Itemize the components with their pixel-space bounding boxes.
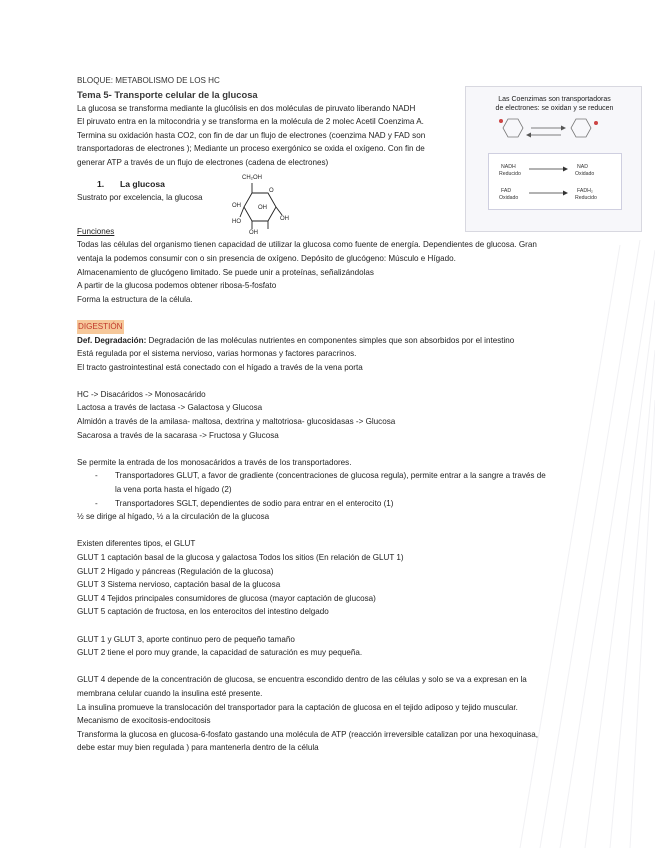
funciones-list: Todas las células del organismo tienen capacidad de utilizar la glucosa como fuente de energía. Dependientes de glucosa. Gran ventaja la podemos consumir con o sin presencia de oxígeno. Depósito de glucógeno: Músculo e Hígado. Almacenamiento de glucógeno limitado. Se puede unir a proteínas, señalizándolas A partir de la glucosa podemos obtener ribosa-5-fosfato Forma la estructura de la célula. bbox=[77, 240, 537, 304]
list-item: - Transportadores GLUT, a favor de gradiente (concentraciones de glucosa regula), permite entrar a la sangre a través de bbox=[95, 471, 546, 481]
transport-section: Se permite la entrada de los monosacáridos a través de los transportadores. - Transportadores GLUT, a favor de gradiente (concentraciones de glucosa regula), permite entrar a la sangre a través de la vena porta hasta el hígado (2) - Transportadores SGLT, dependientes de sodio para entrar en el enterocito (1) ½ se dirige al hígado, ½ a la circulación de la glucosa bbox=[77, 456, 557, 524]
hc-section: HC -> Disacáridos -> Monosacárido Lactosa a través de lactasa -> Galactosa y Glucosa Almidón a través de la amilasa- maltosa, dextrina y maltotriosa- glucosidasas -> Glucosa Sacarosa a través de la sacarasa -> Fructosa y Glucosa bbox=[77, 389, 396, 440]
glucose-molecule: CH₂OH O OH OH HO OH OH bbox=[232, 175, 300, 239]
glucosa-subtitle: Sustrato por excelencia, la glucosa bbox=[77, 193, 203, 203]
block-title: BLOQUE: METABOLISMO DE LOS HC bbox=[77, 76, 220, 85]
digestion-heading-row bbox=[77, 320, 557, 334]
funciones-heading: Funciones bbox=[77, 226, 115, 236]
glut4-section: GLUT 4 depende de la concentración de glucosa, se encuentra escondido dentro de las células y solo se va a expresan en la membrana celular cuando la insulina esté presente. La insulina promueve la translocación del transportador para la captación de glucosa en el tejido adiposo y tejido muscular. Mecanismo de exocitosis-endocitosis Transforma la glucosa en glucosa-6-fosfato gastando una molécula de ATP (reacción irreversible catalizan por una hexoquinasa, debe estar muy bien regulada ) para mantenerla dentro de la célula bbox=[77, 675, 539, 753]
digestion-heading: DIGESTIÓN bbox=[77, 320, 124, 334]
glut13-section: GLUT 1 y GLUT 3, aporte continuo pero de pequeño tamaño GLUT 2 tiene el poro muy grande, la capacidad de saturación es muy pequeña. bbox=[77, 634, 363, 658]
document-body: BLOQUE: METABOLISMO DE LOS HC Tema 5- Transporte celular de la glucosa La glucosa se transforma mediante la glucólisis en dos moléculas de piruvato liberando NADH El piruvato entra en la mitocondria y se transforma en la molécula de 2 molec Acetil Coenzima A. Termina su oxidación hasta CO2, con fin de dar un flujo de electrones (coenzima NAD y FAD son transportadoras de electrones ); Mediante un proceso exergónico se oxida el oxígeno. Con fin de generar ATP a través de un flujo de electrones (cadena de electrones) 1. La glucosa Sustrato por excelencia, la glucosa Funciones Todas las células del organismo tienen capacidad de utilizar la glucosa como fuente de energía. Dependientes de glucosa. Gran ventaja la podemos consumir con o sin presencia de oxígeno. Depósito de glucógeno: Músculo e Hígado. Almacenamiento de glucógeno limitado. Se puede unir a proteínas, señalizándolas A partir de la glucosa podemos obtener ribosa-5-fosfato Forma la estructura de la célula. DIGESTIÓN Def. Degradación: Degradación de las moléculas nutrientes en componentes simples que son absorbidos por el intestino Está regulada por el sistema nervioso, varias hormonas y factores paracrinos. El tracto gastrointestinal está conectado con el hígado a través de la vena porta HC -> Disacáridos -> Monosacárido Lactosa a través de lactasa -> Galactosa y Glucosa Almidón a través de la amilasa- maltosa, dextrina y maltotriosa- glucosidasas -> Glucosa Sacarosa a través de la sacarasa -> Fructosa y Glucosa Se permite la entrada de los monosacáridos a través de los transportadores. - Transportadores GLUT, a favor de gradiente (concentraciones de glucosa regula), permite entrar a la sangre a través de la vena porta hasta el hígado (2) - Transportadores SGLT, dependientes de sodio para entrar en el enterocito (1) ½ se dirige al hígado, ½ a la circulación de la glucosa Existen diferentes tipos, el GLUT GLUT 1 captación basal de la glucosa y galactosa Todos los sitios (En relación de GLUT 1) GLUT 2 Hígado y páncreas (Regulación de la glucosa) GLUT 3 Sistema nervioso, captación basal de la glucosa GLUT 4 Tejidos principales consumidores de glucosa (mayor captación de glucosa) GLUT 5 captación de fructosa, en los enterocitos del intestino delgado GLUT 1 y GLUT 3, aporte continuo pero de pequeño tamaño GLUT 2 tiene el poro muy grande, la capacidad de saturación es muy pequeña. GLUT 4 depende de la concentración de glucosa, se encuentra escondido dentro de las células y solo se va a expresan en la membrana celular cuando la insulina esté presente. La insulina promueve la translocación del transportador para la captación de glucosa en el tejido adiposo y tejido muscular. Mecanismo de exocitosis-endocitosis Transforma la glucosa en glucosa-6-fosfato gastando una molécula de ATP (reacción irreversible catalizan por una hexoquinasa, debe estar muy bien regulada ) para mantenerla dentro de la célula bbox=[77, 74, 557, 755]
intro-paragraph: La glucosa se transforma mediante la glucólisis en dos moléculas de piruvato liberando NADH El piruvato entra en la mitocondria y se transforma en la molécula de 2 molec Acetil Coenzima A. Termina su oxidación hasta CO2, con fin de dar un flujo de electrones (coenzima NAD y FAD son transportadoras de electrones ); Mediante un proceso exergónico se oxida el oxígeno. Con fin de generar ATP a través de un flujo de electrones (cadena de electrones) bbox=[77, 103, 426, 167]
coenzyme-reactions: NADH Reducido NAD Oxidado FAD Oxidado FADH₂ Reducido bbox=[488, 153, 622, 210]
list-item: - Transportadores SGLT, dependientes de sodio para entrar en el enterocito (1) bbox=[95, 498, 394, 508]
glut-section: Existen diferentes tipos, el GLUT GLUT 1 captación basal de la glucosa y galactosa Todos los sitios (En relación de GLUT 1) GLUT 2 Hígado y páncreas (Regulación de la glucosa) GLUT 3 Sistema nervioso, captación basal de la glucosa GLUT 4 Tejidos principales consumidores de glucosa (mayor captación de glucosa) GLUT 5 captación de fructosa, en los enterocitos del intestino delgado bbox=[77, 539, 404, 617]
section-heading-glucosa: 1. La glucosa bbox=[97, 178, 165, 189]
page-title: Tema 5- Transporte celular de la glucosa bbox=[77, 88, 258, 100]
figure-title: Las Coenzimas son transportadoras de electrones: se oxidan y se reducen bbox=[495, 96, 614, 112]
digestion-definition: Def. Degradación: Degradación de las moléculas nutrientes en componentes simples que son absorbidos por el intestino bbox=[77, 335, 515, 345]
